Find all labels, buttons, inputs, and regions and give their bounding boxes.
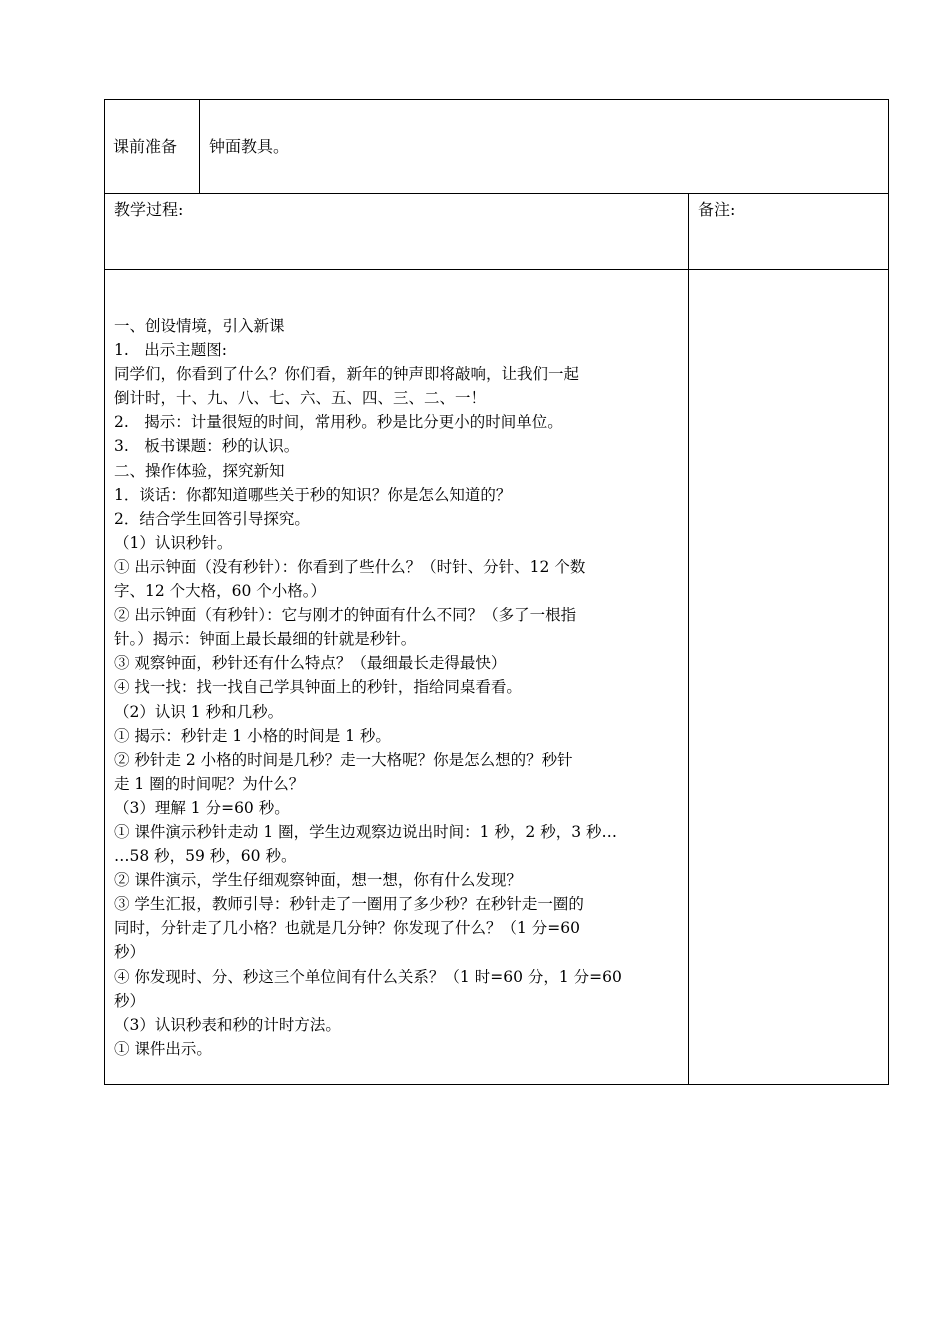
content-line: （1）认识秒针。 xyxy=(114,533,233,552)
content-line: 秒） xyxy=(114,943,146,962)
content-line: ③ 学生汇报，教师引导：秒针走了一圈用了多少秒？在秒针走一圈的 xyxy=(114,895,584,914)
content-line: ④ 你发现时、分、秒这三个单位间有什么关系？（1 时=60 分，1 分=60 xyxy=(114,967,622,986)
content-line: 一、创设情境，引入新课 xyxy=(114,317,285,335)
content-line: 1. 出示主题图: xyxy=(114,341,228,360)
content-line: ① 揭示：秒针走 1 小格的时间是 1 秒。 xyxy=(114,726,391,745)
content-line: 3. 板书课题：秒的认识。 xyxy=(114,437,300,456)
notes-cell xyxy=(688,269,889,1085)
content-line: （3）认识秒表和秒的计时方法。 xyxy=(114,1015,341,1034)
content-line: ① 课件演示秒针走动 1 圈，学生边观察边说出时间：1 秒，2 秒，3 秒… xyxy=(114,822,618,841)
content-line: …58 秒，59 秒，60 秒。 xyxy=(114,847,297,866)
content-line: ③ 观察钟面，秒针还有什么特点？（最细最长走得最快） xyxy=(114,654,507,673)
content-line: ① 课件出示。 xyxy=(114,1039,212,1058)
content-line: 1．谈话：你都知道哪些关于秒的知识？你是怎么知道的？ xyxy=(114,485,512,504)
content-line: 同学们，你看到了什么？你们看，新年的钟声即将敲响，让我们一起 xyxy=(114,365,580,384)
content-line: ② 课件演示，学生仔细观察钟面，想一想，你有什么发现？ xyxy=(114,871,522,890)
content-line: 二、操作体验，探究新知 xyxy=(114,461,285,480)
content-line: 针。）揭示：钟面上最长最细的针就是秒针。 xyxy=(114,630,417,649)
lesson-content xyxy=(114,314,682,1061)
process-label: 教学过程: xyxy=(114,200,184,219)
content-line: 走 1 圈的时间呢？为什么？ xyxy=(114,774,305,793)
content-line: （2）认识 1 秒和几秒。 xyxy=(114,702,284,721)
content-line: ④ 找一找：找一找自己学具钟面上的秒针，指给同桌看看。 xyxy=(114,678,522,697)
content-line: 秒） xyxy=(114,991,146,1010)
process-label-cell xyxy=(104,193,689,270)
content-line: ② 秒针走 2 小格的时间是几秒？走一大格呢？你是怎么想的？秒针 xyxy=(114,750,573,769)
content-line: （3）理解 1 分=60 秒。 xyxy=(114,798,290,817)
content-line: 倒计时，十、九、八、七、六、五、四、三、二、一！ xyxy=(114,389,487,408)
content-line: 2．结合学生回答引导探究。 xyxy=(114,509,310,528)
prep-value: 钟面教具。 xyxy=(209,137,290,156)
notes-label: 备注: xyxy=(698,200,736,219)
prep-value-cell xyxy=(199,99,889,194)
content-line: ② 出示钟面（有秒针）：它与刚才的钟面有什么不同？（多了一根指 xyxy=(114,606,577,625)
content-line: 2. 揭示：计量很短的时间，常用秒。秒是比分更小的时间单位。 xyxy=(114,413,563,432)
content-line: 字、12 个大格，60 个小格。） xyxy=(114,582,327,601)
content-line: 同时，分针走了几小格？也就是几分钟？你发现了什么？（1 分=60 xyxy=(114,919,581,938)
content-line: ① 出示钟面（没有秒针）：你看到了些什么？（时针、分针、12 个数 xyxy=(114,557,586,576)
prep-label: 课前准备 xyxy=(113,137,178,156)
